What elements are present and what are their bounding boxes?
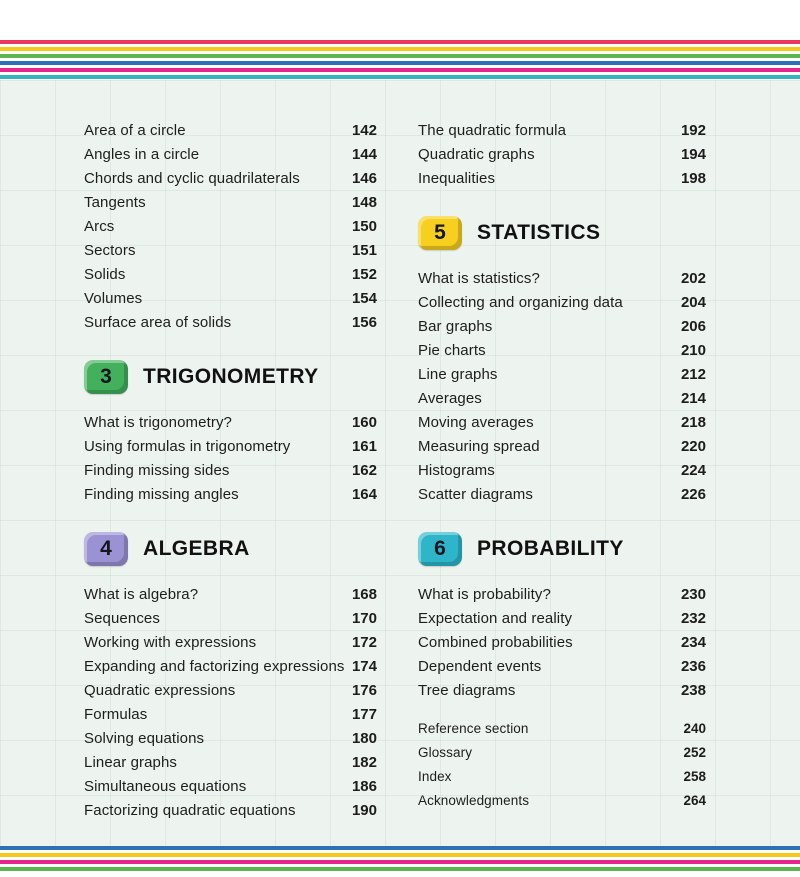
entry-page-number: 236 <box>680 657 706 675</box>
entry-page-number: 212 <box>680 365 706 383</box>
top-stripe-band <box>0 40 800 82</box>
toc-entry <box>84 482 377 506</box>
toc-group-algebra <box>84 582 377 822</box>
entry-title: Volumes <box>84 289 143 307</box>
entry-title: Reference section <box>418 720 529 736</box>
toc-entry <box>84 166 377 190</box>
entry-title: Sequences <box>84 609 160 627</box>
section-title: ALGEBRA <box>143 537 250 560</box>
table-of-contents <box>84 118 706 822</box>
toc-entry <box>418 338 706 362</box>
entry-page-number: 232 <box>680 609 706 627</box>
entry-title: Inequalities <box>418 169 496 187</box>
entry-page-number: 204 <box>680 293 706 311</box>
entry-page-number: 146 <box>351 169 377 187</box>
toc-entry <box>418 740 706 764</box>
entry-page-number: 186 <box>351 777 377 795</box>
entry-title: What is statistics? <box>418 269 540 287</box>
entry-title: Pie charts <box>418 341 486 359</box>
toc-group-geometry-end <box>84 118 377 334</box>
toc-entry <box>418 764 706 788</box>
toc-entry <box>418 118 706 142</box>
entry-title: The quadratic formula <box>418 121 567 139</box>
entry-page-number: 192 <box>680 121 706 139</box>
decorative-stripe <box>0 54 800 58</box>
section-header-probability <box>418 532 706 566</box>
entry-page-number: 252 <box>683 744 706 760</box>
toc-entry <box>418 266 706 290</box>
entry-title: What is algebra? <box>84 585 199 603</box>
entry-title: Factorizing quadratic equations <box>84 801 296 819</box>
toc-entry <box>418 606 706 630</box>
entry-title: Acknowledgments <box>418 792 530 808</box>
entry-title: Arcs <box>84 217 115 235</box>
entry-page-number: 226 <box>680 485 706 503</box>
toc-entry <box>418 716 706 740</box>
decorative-stripe <box>0 68 800 72</box>
toc-entry <box>418 362 706 386</box>
entry-title: Measuring spread <box>418 437 540 455</box>
entry-page-number: 240 <box>683 720 706 736</box>
entry-page-number: 180 <box>351 729 377 747</box>
entry-title: Combined probabilities <box>418 633 573 651</box>
entry-page-number: 194 <box>680 145 706 163</box>
entry-page-number: 198 <box>680 169 706 187</box>
toc-group-statistics <box>418 266 706 506</box>
entry-title: Area of a circle <box>84 121 186 139</box>
entry-title: Solids <box>84 265 126 283</box>
entry-page-number: 202 <box>680 269 706 287</box>
entry-page-number: 160 <box>351 413 377 431</box>
decorative-stripe <box>0 61 800 65</box>
entry-page-number: 182 <box>351 753 377 771</box>
entry-title: Histograms <box>418 461 495 479</box>
toc-group-trigonometry <box>84 410 377 506</box>
entry-title: Tangents <box>84 193 146 211</box>
decorative-stripe <box>0 40 800 44</box>
entry-title: Linear graphs <box>84 753 178 771</box>
entry-title: Averages <box>418 389 482 407</box>
toc-entry <box>84 606 377 630</box>
toc-entry <box>84 190 377 214</box>
decorative-stripe <box>0 860 800 864</box>
decorative-stripe <box>0 853 800 857</box>
entry-title: Dependent events <box>418 657 542 675</box>
entry-page-number: 176 <box>351 681 377 699</box>
entry-page-number: 238 <box>680 681 706 699</box>
toc-entry <box>84 262 377 286</box>
decorative-stripe <box>0 846 800 850</box>
toc-entry <box>84 286 377 310</box>
toc-entry <box>84 214 377 238</box>
entry-page-number: 148 <box>351 193 377 211</box>
entry-page-number: 144 <box>351 145 377 163</box>
section-number-badge: 6 <box>418 532 462 566</box>
entry-page-number: 164 <box>351 485 377 503</box>
section-title: TRIGONOMETRY <box>143 365 319 388</box>
entry-page-number: 142 <box>351 121 377 139</box>
entry-page-number: 152 <box>351 265 377 283</box>
entry-title: Angles in a circle <box>84 145 200 163</box>
entry-title: Chords and cyclic quadrilaterals <box>84 169 300 187</box>
toc-entry <box>418 166 706 190</box>
entry-page-number: 168 <box>351 585 377 603</box>
entry-title: What is probability? <box>418 585 551 603</box>
entry-title: Using formulas in trigonometry <box>84 437 291 455</box>
toc-entry <box>84 798 377 822</box>
entry-title: Finding missing sides <box>84 461 230 479</box>
toc-group-quadratics-end <box>418 118 706 190</box>
entry-page-number: 170 <box>351 609 377 627</box>
section-number-badge: 4 <box>84 532 128 566</box>
toc-entry <box>418 290 706 314</box>
entry-page-number: 234 <box>680 633 706 651</box>
toc-entry <box>84 750 377 774</box>
entry-page-number: 177 <box>351 705 377 723</box>
entry-page-number: 172 <box>351 633 377 651</box>
toc-entry <box>84 702 377 726</box>
toc-entry <box>84 238 377 262</box>
toc-entry <box>84 434 377 458</box>
toc-entry <box>418 386 706 410</box>
entry-title: Index <box>418 768 452 784</box>
section-title: STATISTICS <box>477 221 601 244</box>
toc-entry <box>418 142 706 166</box>
toc-column-left <box>84 118 377 822</box>
entry-title: Simultaneous equations <box>84 777 247 795</box>
entry-title: Sectors <box>84 241 136 259</box>
entry-title: Finding missing angles <box>84 485 239 503</box>
toc-entry <box>84 774 377 798</box>
entry-title: Quadratic expressions <box>84 681 236 699</box>
toc-entry <box>418 434 706 458</box>
bottom-stripe-band <box>0 846 800 874</box>
toc-entry <box>84 310 377 334</box>
toc-entry <box>418 678 706 702</box>
toc-entry <box>84 142 377 166</box>
toc-entry <box>84 458 377 482</box>
entry-page-number: 161 <box>351 437 377 455</box>
section-title: PROBABILITY <box>477 537 624 560</box>
toc-column-right <box>418 118 706 822</box>
toc-entry <box>84 654 377 678</box>
toc-group-end-matter <box>418 716 706 812</box>
entry-title: Formulas <box>84 705 148 723</box>
entry-page-number: 214 <box>680 389 706 407</box>
toc-entry <box>418 630 706 654</box>
entry-page-number: 264 <box>683 792 706 808</box>
entry-page-number: 224 <box>680 461 706 479</box>
section-header-trigonometry <box>84 360 377 394</box>
entry-page-number: 206 <box>680 317 706 335</box>
section-number-badge: 3 <box>84 360 128 394</box>
entry-title: Glossary <box>418 744 473 760</box>
decorative-stripe <box>0 867 800 871</box>
entry-page-number: 210 <box>680 341 706 359</box>
decorative-stripe <box>0 75 800 79</box>
entry-page-number: 258 <box>683 768 706 784</box>
toc-entry <box>84 118 377 142</box>
entry-title: Moving averages <box>418 413 534 431</box>
entry-title: Collecting and organizing data <box>418 293 623 311</box>
entry-title: Solving equations <box>84 729 205 747</box>
entry-page-number: 220 <box>680 437 706 455</box>
section-header-algebra <box>84 532 377 566</box>
entry-page-number: 174 <box>351 657 377 675</box>
entry-title: Scatter diagrams <box>418 485 533 503</box>
toc-entry <box>418 788 706 812</box>
entry-page-number: 150 <box>351 217 377 235</box>
entry-title: What is trigonometry? <box>84 413 232 431</box>
toc-entry <box>418 654 706 678</box>
entry-title: Quadratic graphs <box>418 145 535 163</box>
toc-entry <box>84 582 377 606</box>
entry-title: Expanding and factorizing expressions <box>84 657 345 675</box>
entry-page-number: 218 <box>680 413 706 431</box>
entry-page-number: 151 <box>351 241 377 259</box>
toc-entry <box>418 458 706 482</box>
entry-page-number: 156 <box>351 313 377 331</box>
toc-entry <box>418 410 706 434</box>
entry-page-number: 162 <box>351 461 377 479</box>
toc-entry <box>418 314 706 338</box>
entry-title: Bar graphs <box>418 317 493 335</box>
decorative-stripe <box>0 47 800 51</box>
section-header-statistics <box>418 216 706 250</box>
toc-entry <box>84 726 377 750</box>
entry-title: Tree diagrams <box>418 681 516 699</box>
toc-entry <box>418 582 706 606</box>
entry-page-number: 154 <box>351 289 377 307</box>
entry-page-number: 190 <box>351 801 377 819</box>
toc-group-probability <box>418 582 706 702</box>
toc-entry <box>84 410 377 434</box>
toc-entry <box>84 630 377 654</box>
entry-title: Expectation and reality <box>418 609 573 627</box>
toc-entry <box>418 482 706 506</box>
entry-title: Surface area of solids <box>84 313 232 331</box>
entry-title: Working with expressions <box>84 633 257 651</box>
toc-entry <box>84 678 377 702</box>
entry-page-number: 230 <box>680 585 706 603</box>
section-number-badge: 5 <box>418 216 462 250</box>
entry-title: Line graphs <box>418 365 498 383</box>
